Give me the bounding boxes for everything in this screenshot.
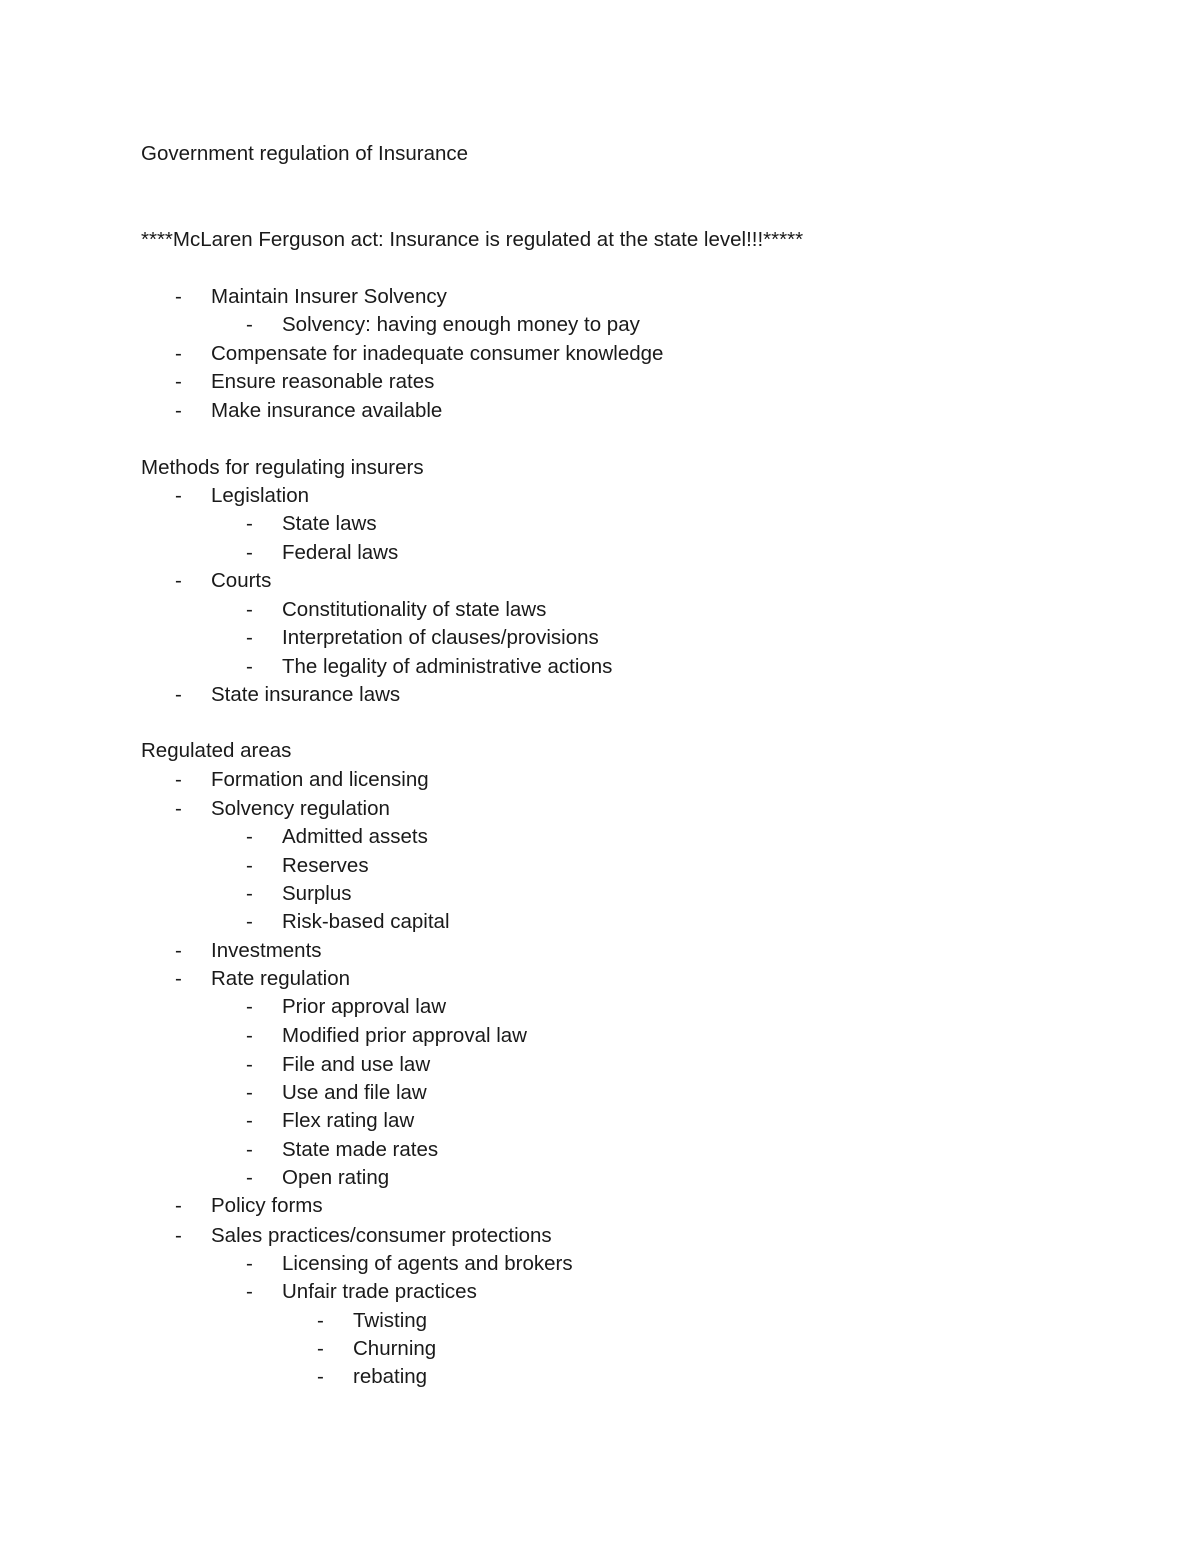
areas-heading: Regulated areas [141,739,292,762]
list-item: Legislation [211,484,310,507]
list-item: Compensate for inadequate consumer knowledge [211,342,664,365]
bullet-dash: - [175,967,182,990]
bullet-dash: - [246,882,253,905]
bullet-dash: - [175,285,182,308]
list-item: rebating [353,1365,428,1388]
bullet-dash: - [246,626,253,649]
list-item: Courts [211,569,272,592]
list-item: Licensing of agents and brokers [282,1252,573,1275]
list-item: State insurance laws [211,683,401,706]
list-item: State laws [282,512,377,535]
document-title: Government regulation of Insurance [141,142,469,165]
bullet-dash: - [246,1252,253,1275]
bullet-dash: - [246,910,253,933]
list-item: Modified prior approval law [282,1024,527,1047]
list-item: Open rating [282,1166,390,1189]
bullet-dash: - [175,1224,182,1247]
list-item: Make insurance available [211,399,443,422]
bullet-dash: - [175,1194,182,1217]
bullet-dash: - [246,995,253,1018]
bullet-dash: - [175,399,182,422]
bullet-dash: - [317,1309,324,1332]
bullet-dash: - [175,484,182,507]
list-item: Formation and licensing [211,768,429,791]
list-item: Sales practices/consumer protections [211,1224,552,1247]
bullet-dash: - [175,683,182,706]
bullet-dash: - [246,1053,253,1076]
bullet-dash: - [246,1024,253,1047]
bullet-dash: - [317,1337,324,1360]
methods-heading: Methods for regulating insurers [141,456,424,479]
bullet-dash: - [246,541,253,564]
bullet-dash: - [246,313,253,336]
bullet-dash: - [175,797,182,820]
list-item: Rate regulation [211,967,351,990]
bullet-dash: - [246,1081,253,1104]
list-item: Surplus [282,882,352,905]
bullet-dash: - [246,1138,253,1161]
list-item: Prior approval law [282,995,447,1018]
bullet-dash: - [246,1166,253,1189]
bullet-dash: - [175,342,182,365]
bullet-dash: - [246,825,253,848]
list-item: Flex rating law [282,1109,415,1132]
list-item: Ensure reasonable rates [211,370,435,393]
list-item: Federal laws [282,541,399,564]
bullet-dash: - [317,1365,324,1388]
mclaren-ferguson-note: ****McLaren Ferguson act: Insurance is regulated at the state level!!!***** [141,228,804,251]
list-item: Policy forms [211,1194,323,1217]
list-item: File and use law [282,1053,431,1076]
bullet-dash: - [246,512,253,535]
bullet-dash: - [175,768,182,791]
list-item: State made rates [282,1138,439,1161]
list-item: Investments [211,939,322,962]
bullet-dash: - [246,1109,253,1132]
list-item: Admitted assets [282,825,428,848]
list-item: Reserves [282,854,369,877]
list-item: Twisting [353,1309,428,1332]
list-item: The legality of administrative actions [282,655,613,678]
bullet-dash: - [246,655,253,678]
list-item: Churning [353,1337,437,1360]
list-item: Solvency: having enough money to pay [282,313,640,336]
list-item: Interpretation of clauses/provisions [282,626,599,649]
bullet-dash: - [175,370,182,393]
list-item: Use and file law [282,1081,427,1104]
bullet-dash: - [246,854,253,877]
list-item: Risk-based capital [282,910,450,933]
list-item: Solvency regulation [211,797,390,820]
list-item: Unfair trade practices [282,1280,477,1303]
bullet-dash: - [175,939,182,962]
list-item: Constitutionality of state laws [282,598,547,621]
list-item: Maintain Insurer Solvency [211,285,447,308]
bullet-dash: - [175,569,182,592]
bullet-dash: - [246,598,253,621]
bullet-dash: - [246,1280,253,1303]
